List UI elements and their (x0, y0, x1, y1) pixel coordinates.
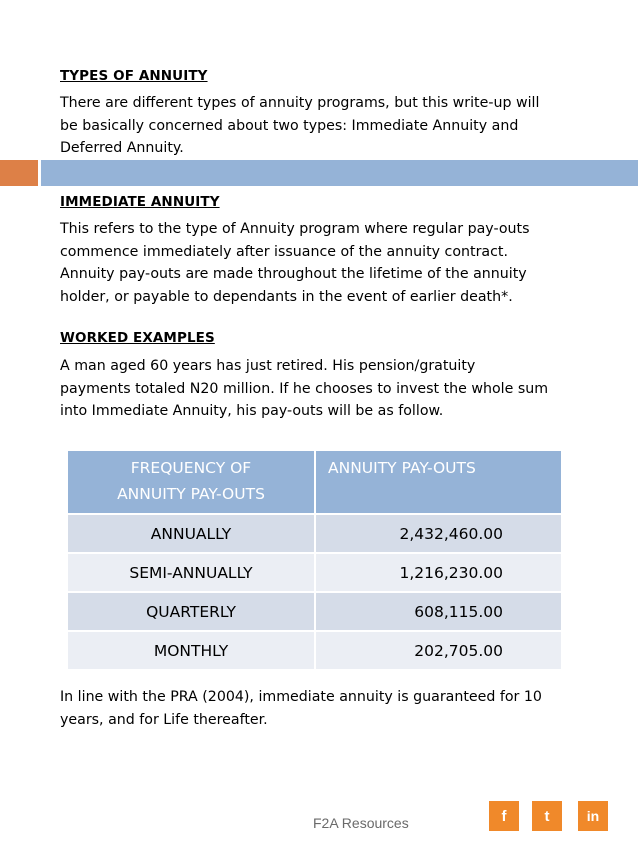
paragraph-line: payments totaled N20 million. If he chooses to invest the whole sum (60, 380, 549, 397)
immediate-annuity-heading: IMMEDIATE ANNUITY (60, 194, 220, 210)
paragraph-line: years, and for Life thereafter. (60, 711, 268, 728)
divider-accent-blue (41, 160, 638, 186)
facebook-icon[interactable]: f (489, 801, 519, 831)
twitter-icon[interactable]: t (532, 801, 562, 831)
table-row (68, 553, 561, 592)
types-of-annuity-paragraph (60, 92, 580, 160)
immediate-annuity-paragraph (60, 218, 580, 308)
frequency-cell: MONTHLY (68, 631, 315, 669)
paragraph-line: commence immediately after issuance of the annuity contract. (60, 243, 508, 260)
amount-cell: 2,432,460.00 (315, 514, 561, 553)
header-line: ANNUITY PAY-OUTS (117, 485, 265, 503)
frequency-cell: SEMI-ANNUALLY (68, 553, 315, 592)
paragraph-line: This refers to the type of Annuity program where regular pay-outs (60, 221, 530, 237)
amount-cell: 1,216,230.00 (315, 553, 561, 592)
worked-examples-heading: WORKED EXAMPLES (60, 330, 215, 346)
paragraph-line: be basically concerned about two types: Immediate Annuity and (60, 117, 519, 134)
closing-paragraph (60, 686, 580, 731)
frequency-cell: QUARTERLY (68, 592, 315, 631)
frequency-cell: ANNUALLY (68, 514, 315, 553)
linkedin-icon[interactable]: in (578, 801, 608, 831)
table-row (68, 631, 561, 669)
header-line: FREQUENCY OF (130, 459, 252, 477)
paragraph-line: A man aged 60 years has just retired. His pension/gratuity (60, 358, 476, 374)
amount-cell: 608,115.00 (315, 592, 561, 631)
annuity-payouts-table (68, 451, 561, 669)
paragraph-line: holder, or payable to dependants in the event of earlier death*. (60, 288, 513, 305)
paragraph-line: In line with the PRA (2004), immediate annuity is guaranteed for 10 (60, 689, 542, 705)
paragraph-line: Deferred Annuity. (60, 140, 184, 156)
paragraph-line: into Immediate Annuity, his pay-outs will be as follow. (60, 403, 444, 419)
types-of-annuity-heading: TYPES OF ANNUITY (60, 68, 208, 84)
table-row (68, 514, 561, 553)
amount-cell: 202,705.00 (315, 631, 561, 669)
table-row (68, 592, 561, 631)
paragraph-line: Annuity pay-outs are made throughout the lifetime of the annuity (60, 266, 527, 282)
payouts-column-header: ANNUITY PAY-OUTS (315, 451, 561, 514)
footer-brand-text: F2A Resources (313, 815, 409, 831)
paragraph-line: There are different types of annuity programs, but this write-up will (60, 95, 540, 111)
worked-examples-paragraph (60, 355, 580, 423)
table-header-row (68, 451, 561, 514)
frequency-column-header (68, 451, 315, 514)
divider-accent-orange (0, 160, 38, 186)
